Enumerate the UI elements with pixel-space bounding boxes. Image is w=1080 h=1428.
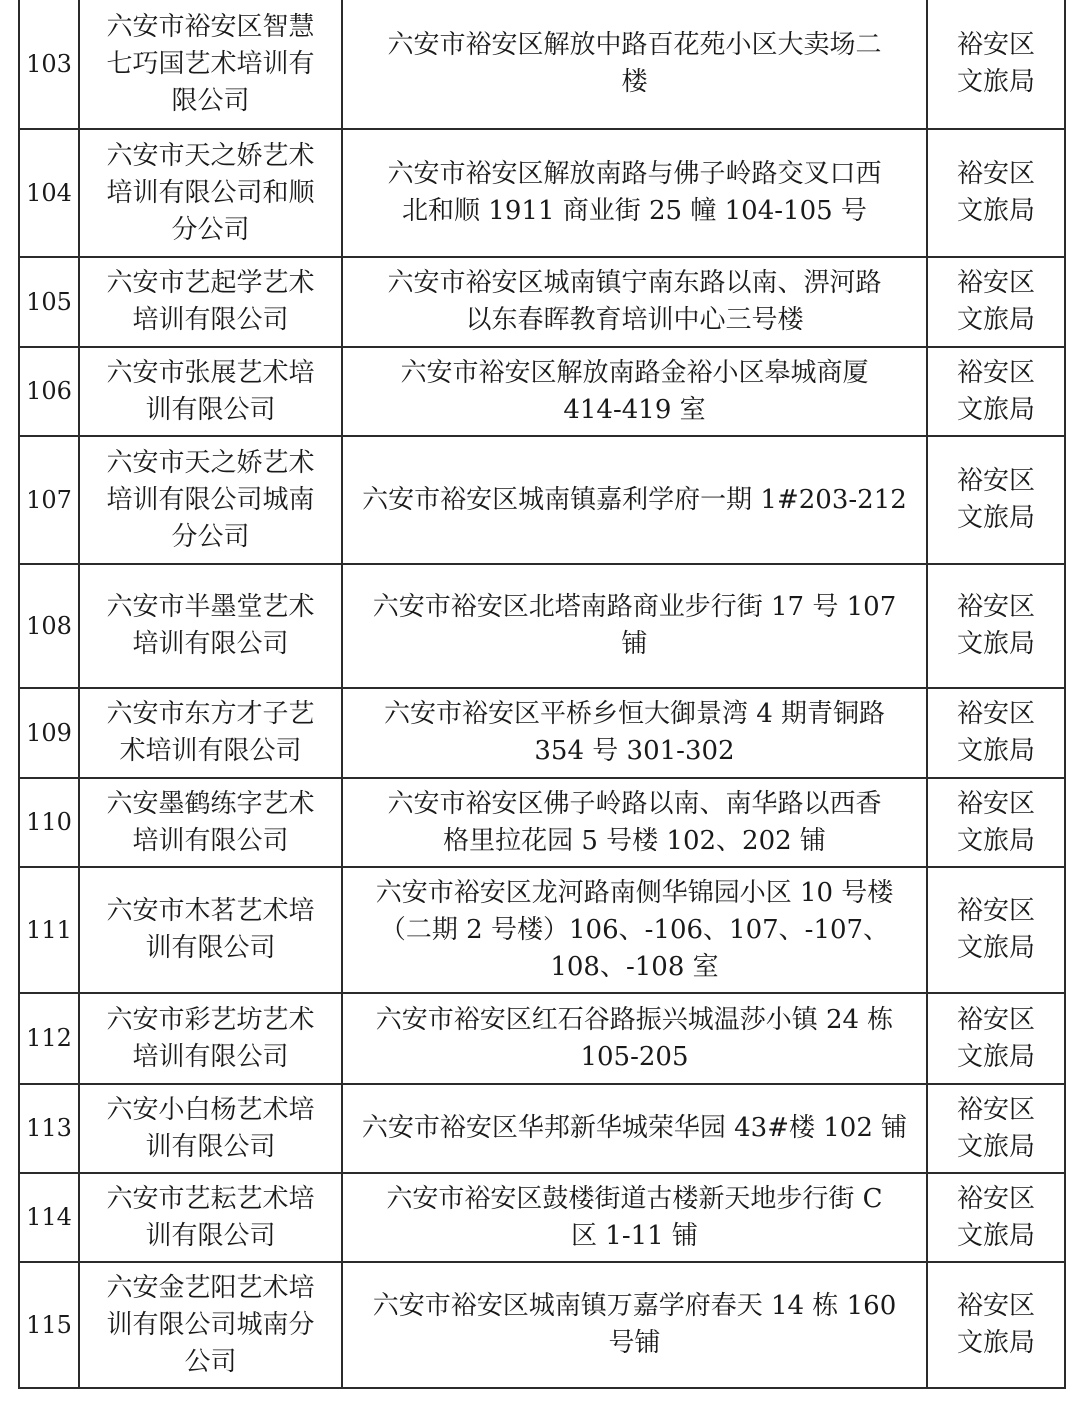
table-row [19,436,1065,564]
company-name: 六安市天之娇艺术 培训有限公司城南 分公司 [79,436,342,564]
row-number: 115 [19,1262,79,1388]
company-address: 六安市裕安区龙河路南侧华锦园小区 10 号楼 （二期 2 号楼）106、-106、107、-107、 108、-108 室 [342,867,927,993]
supervising-authority: 裕安区 文旅局 [927,778,1065,867]
company-address: 六安市裕安区解放南路金裕小区皋城商厦 414-419 室 [342,347,927,436]
company-address: 六安市裕安区解放南路与佛子岭路交叉口西 北和顺 1911 商业街 25 幢 104-105 号 [342,129,927,257]
row-number: 113 [19,1084,79,1173]
company-name: 六安市木茗艺术培 训有限公司 [79,867,342,993]
company-name: 六安市艺起学艺术 培训有限公司 [79,257,342,347]
company-address: 六安市裕安区北塔南路商业步行街 17 号 107 铺 [342,564,927,688]
company-name: 六安市张展艺术培 训有限公司 [79,347,342,436]
supervising-authority: 裕安区 文旅局 [927,688,1065,778]
supervising-authority: 裕安区 文旅局 [927,436,1065,564]
supervising-authority: 裕安区 文旅局 [927,0,1065,129]
row-number: 109 [19,688,79,778]
supervising-authority: 裕安区 文旅局 [927,1262,1065,1388]
company-name: 六安金艺阳艺术培 训有限公司城南分 公司 [79,1262,342,1388]
company-name: 六安小白杨艺术培 训有限公司 [79,1084,342,1173]
company-address: 六安市裕安区佛子岭路以南、南华路以西香 格里拉花园 5 号楼 102、202 铺 [342,778,927,867]
supervising-authority: 裕安区 文旅局 [927,1173,1065,1262]
supervising-authority: 裕安区 文旅局 [927,347,1065,436]
company-name: 六安市裕安区智慧 七巧国艺术培训有 限公司 [79,0,342,129]
company-name: 六安市半墨堂艺术 培训有限公司 [79,564,342,688]
table-row [19,1173,1065,1262]
table-row [19,778,1065,867]
supervising-authority: 裕安区 文旅局 [927,257,1065,347]
registry-table [18,0,1066,1389]
row-number: 105 [19,257,79,347]
supervising-authority: 裕安区 文旅局 [927,867,1065,993]
table-row [19,993,1065,1084]
table-row [19,867,1065,993]
company-address: 六安市裕安区红石谷路振兴城温莎小镇 24 栋 105-205 [342,993,927,1084]
table-row [19,257,1065,347]
table-body [19,0,1065,1388]
row-number: 114 [19,1173,79,1262]
company-name: 六安墨鹤练字艺术 培训有限公司 [79,778,342,867]
company-address: 六安市裕安区城南镇嘉利学府一期 1#203-212 [342,436,927,564]
row-number: 103 [19,0,79,129]
supervising-authority: 裕安区 文旅局 [927,564,1065,688]
company-name: 六安市天之娇艺术 培训有限公司和顺 分公司 [79,129,342,257]
table-row [19,347,1065,436]
table-row [19,688,1065,778]
supervising-authority: 裕安区 文旅局 [927,993,1065,1084]
row-number: 111 [19,867,79,993]
row-number: 110 [19,778,79,867]
company-address: 六安市裕安区平桥乡恒大御景湾 4 期青铜路 354 号 301-302 [342,688,927,778]
row-number: 104 [19,129,79,257]
table-row [19,129,1065,257]
table-row [19,1084,1065,1173]
row-number: 107 [19,436,79,564]
company-name: 六安市彩艺坊艺术 培训有限公司 [79,993,342,1084]
company-address: 六安市裕安区城南镇万嘉学府春天 14 栋 160 号铺 [342,1262,927,1388]
row-number: 106 [19,347,79,436]
company-address: 六安市裕安区城南镇宁南东路以南、淠河路 以东春晖教育培训中心三号楼 [342,257,927,347]
table-row [19,1262,1065,1388]
table-row [19,0,1065,129]
supervising-authority: 裕安区 文旅局 [927,129,1065,257]
company-address: 六安市裕安区解放中路百花苑小区大卖场二 楼 [342,0,927,129]
company-name: 六安市艺耘艺术培 训有限公司 [79,1173,342,1262]
company-address: 六安市裕安区鼓楼街道古楼新天地步行街 C 区 1-11 铺 [342,1173,927,1262]
company-name: 六安市东方才子艺 术培训有限公司 [79,688,342,778]
company-address: 六安市裕安区华邦新华城荣华园 43#楼 102 铺 [342,1084,927,1173]
table-row [19,564,1065,688]
row-number: 108 [19,564,79,688]
row-number: 112 [19,993,79,1084]
supervising-authority: 裕安区 文旅局 [927,1084,1065,1173]
registry-table-page [18,0,1064,1389]
